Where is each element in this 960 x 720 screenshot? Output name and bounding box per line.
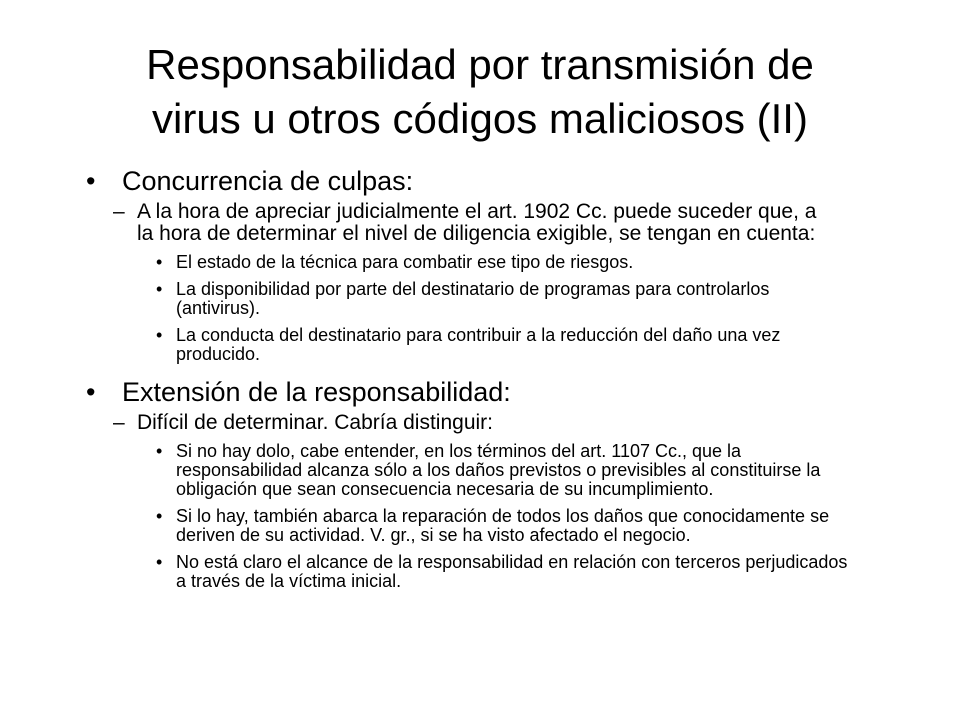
bullet-dot-icon: • xyxy=(156,441,163,461)
point-text: El estado de la técnica para combatir ese tipo de riesgos. xyxy=(176,252,634,272)
point-con-dolo xyxy=(0,507,856,545)
point-conducta-destinatario xyxy=(0,326,856,364)
bullet-dot-icon: • xyxy=(156,252,163,272)
slide-title xyxy=(40,38,920,146)
dash-marker-icon: – xyxy=(113,411,125,434)
point-estado-tecnica xyxy=(0,253,856,272)
bullet-concurrencia-de-culpas xyxy=(0,166,922,197)
subitem-dificil-determinar xyxy=(0,412,837,434)
section-heading: Extensión de la responsabilidad: xyxy=(122,377,511,407)
bullet-dot-icon: • xyxy=(156,552,163,572)
point-text: Si no hay dolo, cabe entender, en los términos del art. 1107 Cc., que la responsabilidad alcanza sólo a los daños previstos o previsibles al constituirse la obligación que sean consecuencia necesaria de su incumplimiento. xyxy=(176,441,821,499)
point-sin-dolo xyxy=(0,442,856,499)
subitem-text: A la hora de apreciar judicialmente el art. 1902 Cc. puede suceder que, a la hora de determinar el nivel de diligencia exigible, se tengan en cuenta: xyxy=(137,200,817,245)
bullet-dot-icon: • xyxy=(86,377,96,407)
point-terceros-perjudicados xyxy=(0,553,856,591)
bullet-dot-icon: • xyxy=(156,325,163,345)
bullet-dot-icon: • xyxy=(156,506,163,526)
bullet-extension-responsabilidad xyxy=(0,377,922,408)
slide-title-line-1: Responsabilidad por transmisión de xyxy=(146,41,814,88)
dash-marker-icon: – xyxy=(113,200,125,223)
slide-title-line-2: virus u otros códigos maliciosos (II) xyxy=(152,95,808,142)
bullet-dot-icon: • xyxy=(156,279,163,299)
point-disponibilidad-programas xyxy=(0,280,856,318)
point-text: No está claro el alcance de la responsabilidad en relación con terceros perjudicados a través de la víctima inicial. xyxy=(176,552,848,591)
point-text: Si lo hay, también abarca la reparación de todos los daños que conocidamente se deriven de su actividad. V. gr., si se ha visto afectado el negocio. xyxy=(176,506,830,545)
point-text: La conducta del destinatario para contribuir a la reducción del daño una vez producido. xyxy=(176,325,781,364)
slide-body xyxy=(0,166,960,591)
point-text: La disponibilidad por parte del destinatario de programas para controlarlos (antivirus). xyxy=(176,279,770,318)
subitem-text: Difícil de determinar. Cabría distinguir: xyxy=(137,411,493,434)
subitem-apreciar-judicialmente xyxy=(0,201,837,245)
section-heading: Concurrencia de culpas: xyxy=(122,166,414,196)
bullet-dot-icon: • xyxy=(86,166,96,196)
